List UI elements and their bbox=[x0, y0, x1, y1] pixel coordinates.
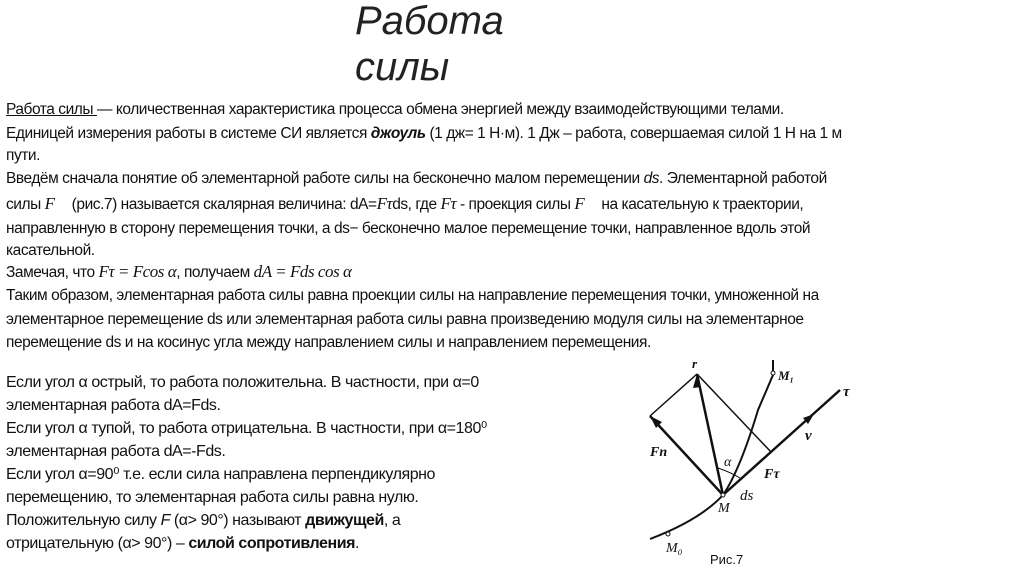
label-M0: M₀ bbox=[666, 541, 683, 556]
label-r: r bbox=[692, 356, 698, 371]
list-line: Если угол α тупой, то работа отрицательна. В частности, при α=180⁰ bbox=[6, 420, 487, 437]
paragraph-definition bbox=[6, 100, 784, 119]
formula: Fτ = Fcos α bbox=[98, 262, 177, 281]
label-alpha: α bbox=[724, 455, 732, 470]
point-M bbox=[721, 493, 725, 497]
text: отрицательную (α> 90°) – bbox=[6, 535, 189, 552]
point-M1 bbox=[771, 371, 775, 375]
label-tau: τ bbox=[843, 384, 850, 400]
text: — количественная характеристика процесса обмена энергией между взаимодействующими телами. bbox=[96, 101, 784, 118]
text: Таким образом, элементарная работа силы равна проекции силы на направление перемещения точки, умноженной на bbox=[6, 287, 819, 304]
cases-list bbox=[6, 371, 487, 555]
label-M: M bbox=[718, 501, 730, 516]
F-tau: Fτ bbox=[376, 194, 393, 213]
text: . Элементарной работой bbox=[659, 170, 827, 187]
force-diagram bbox=[600, 350, 860, 574]
tangent-line bbox=[723, 390, 840, 495]
formula: dA = Fds cos α bbox=[253, 262, 352, 281]
term: Работа силы bbox=[6, 101, 97, 118]
list-line: перемещению, то элементарная работа силы равна нулю. bbox=[6, 489, 419, 506]
slide-title bbox=[355, 0, 504, 90]
list-line: Если угол α острый, то работа положительна. В частности, при α=0 bbox=[6, 374, 479, 391]
list-line: Если угол α=90⁰ т.е. если сила направлена перпендикулярно bbox=[6, 466, 435, 483]
text: Введём сначала понятие об элементарной работе силы на бесконечно малом перемещении bbox=[6, 170, 644, 187]
parallelogram-side bbox=[650, 374, 697, 416]
text: (α> 90°) называют bbox=[169, 512, 306, 529]
text: , а bbox=[383, 512, 401, 529]
list-line: элементарная работа dA=-Fds. bbox=[6, 443, 226, 460]
ds: ds bbox=[643, 170, 660, 187]
text: силы bbox=[6, 196, 45, 213]
text: пути. bbox=[6, 147, 40, 164]
text: - проекция силы bbox=[456, 196, 575, 213]
parallelogram-side bbox=[697, 374, 771, 452]
label-Fn: Fn bbox=[650, 445, 668, 460]
paragraph-unit bbox=[6, 124, 842, 143]
vector-F: F⃗ bbox=[44, 194, 68, 213]
list-line bbox=[6, 509, 487, 532]
text: перемещение ds и на косинус угла между направлением силы и направлением перемещения. bbox=[6, 334, 651, 351]
text: . bbox=[355, 535, 359, 552]
text: Замечая, что bbox=[6, 264, 99, 281]
F: F bbox=[160, 512, 170, 529]
vector-F: F⃗ bbox=[574, 194, 598, 213]
text: Единицей измерения работы в системе СИ является bbox=[6, 125, 371, 142]
term-resistance: силой сопротивления bbox=[188, 535, 355, 552]
term-driving: движущей bbox=[305, 512, 384, 529]
point-M0 bbox=[666, 532, 670, 536]
paragraph-formula bbox=[6, 194, 803, 214]
term-joule: джоуль bbox=[370, 125, 426, 142]
text: (рис.7) называется скалярная величина: dA= bbox=[67, 196, 377, 213]
label-M1: M₁ bbox=[778, 368, 795, 383]
text: элементарное перемещение ds или элементарная работа силы равна произведению модуля силы на элементарное bbox=[6, 311, 804, 328]
label-Ft: Fτ bbox=[764, 467, 780, 482]
text: на касательную к траектории, bbox=[597, 196, 804, 213]
title-line: Работа bbox=[355, 0, 504, 43]
list-line: элементарная работа dA=Fds. bbox=[6, 397, 221, 414]
paragraph-elementary bbox=[6, 169, 827, 188]
figure-caption: Рис.7 bbox=[710, 552, 744, 567]
text: Положительную силу bbox=[6, 512, 161, 529]
paragraph-noting bbox=[6, 262, 352, 282]
text: направленную в сторону перемещения точки, а ds− бесконечно малое перемещение точки, направленное вдоль этой bbox=[6, 220, 811, 237]
text: (1 дж= 1 Н·м). 1 Дж – работа, совершаемая силой 1 Н на 1 м bbox=[425, 125, 842, 142]
label-ds: ds bbox=[740, 488, 754, 504]
trajectory-curve bbox=[650, 360, 773, 539]
force-vector bbox=[697, 374, 723, 495]
label-v: v bbox=[805, 428, 812, 444]
text: ds, где bbox=[392, 196, 441, 213]
text: , получаем bbox=[176, 264, 254, 281]
text: касательной. bbox=[6, 242, 95, 259]
title-line: силы bbox=[355, 45, 450, 89]
list-line bbox=[6, 532, 487, 555]
F-tau: Fτ bbox=[440, 194, 457, 213]
